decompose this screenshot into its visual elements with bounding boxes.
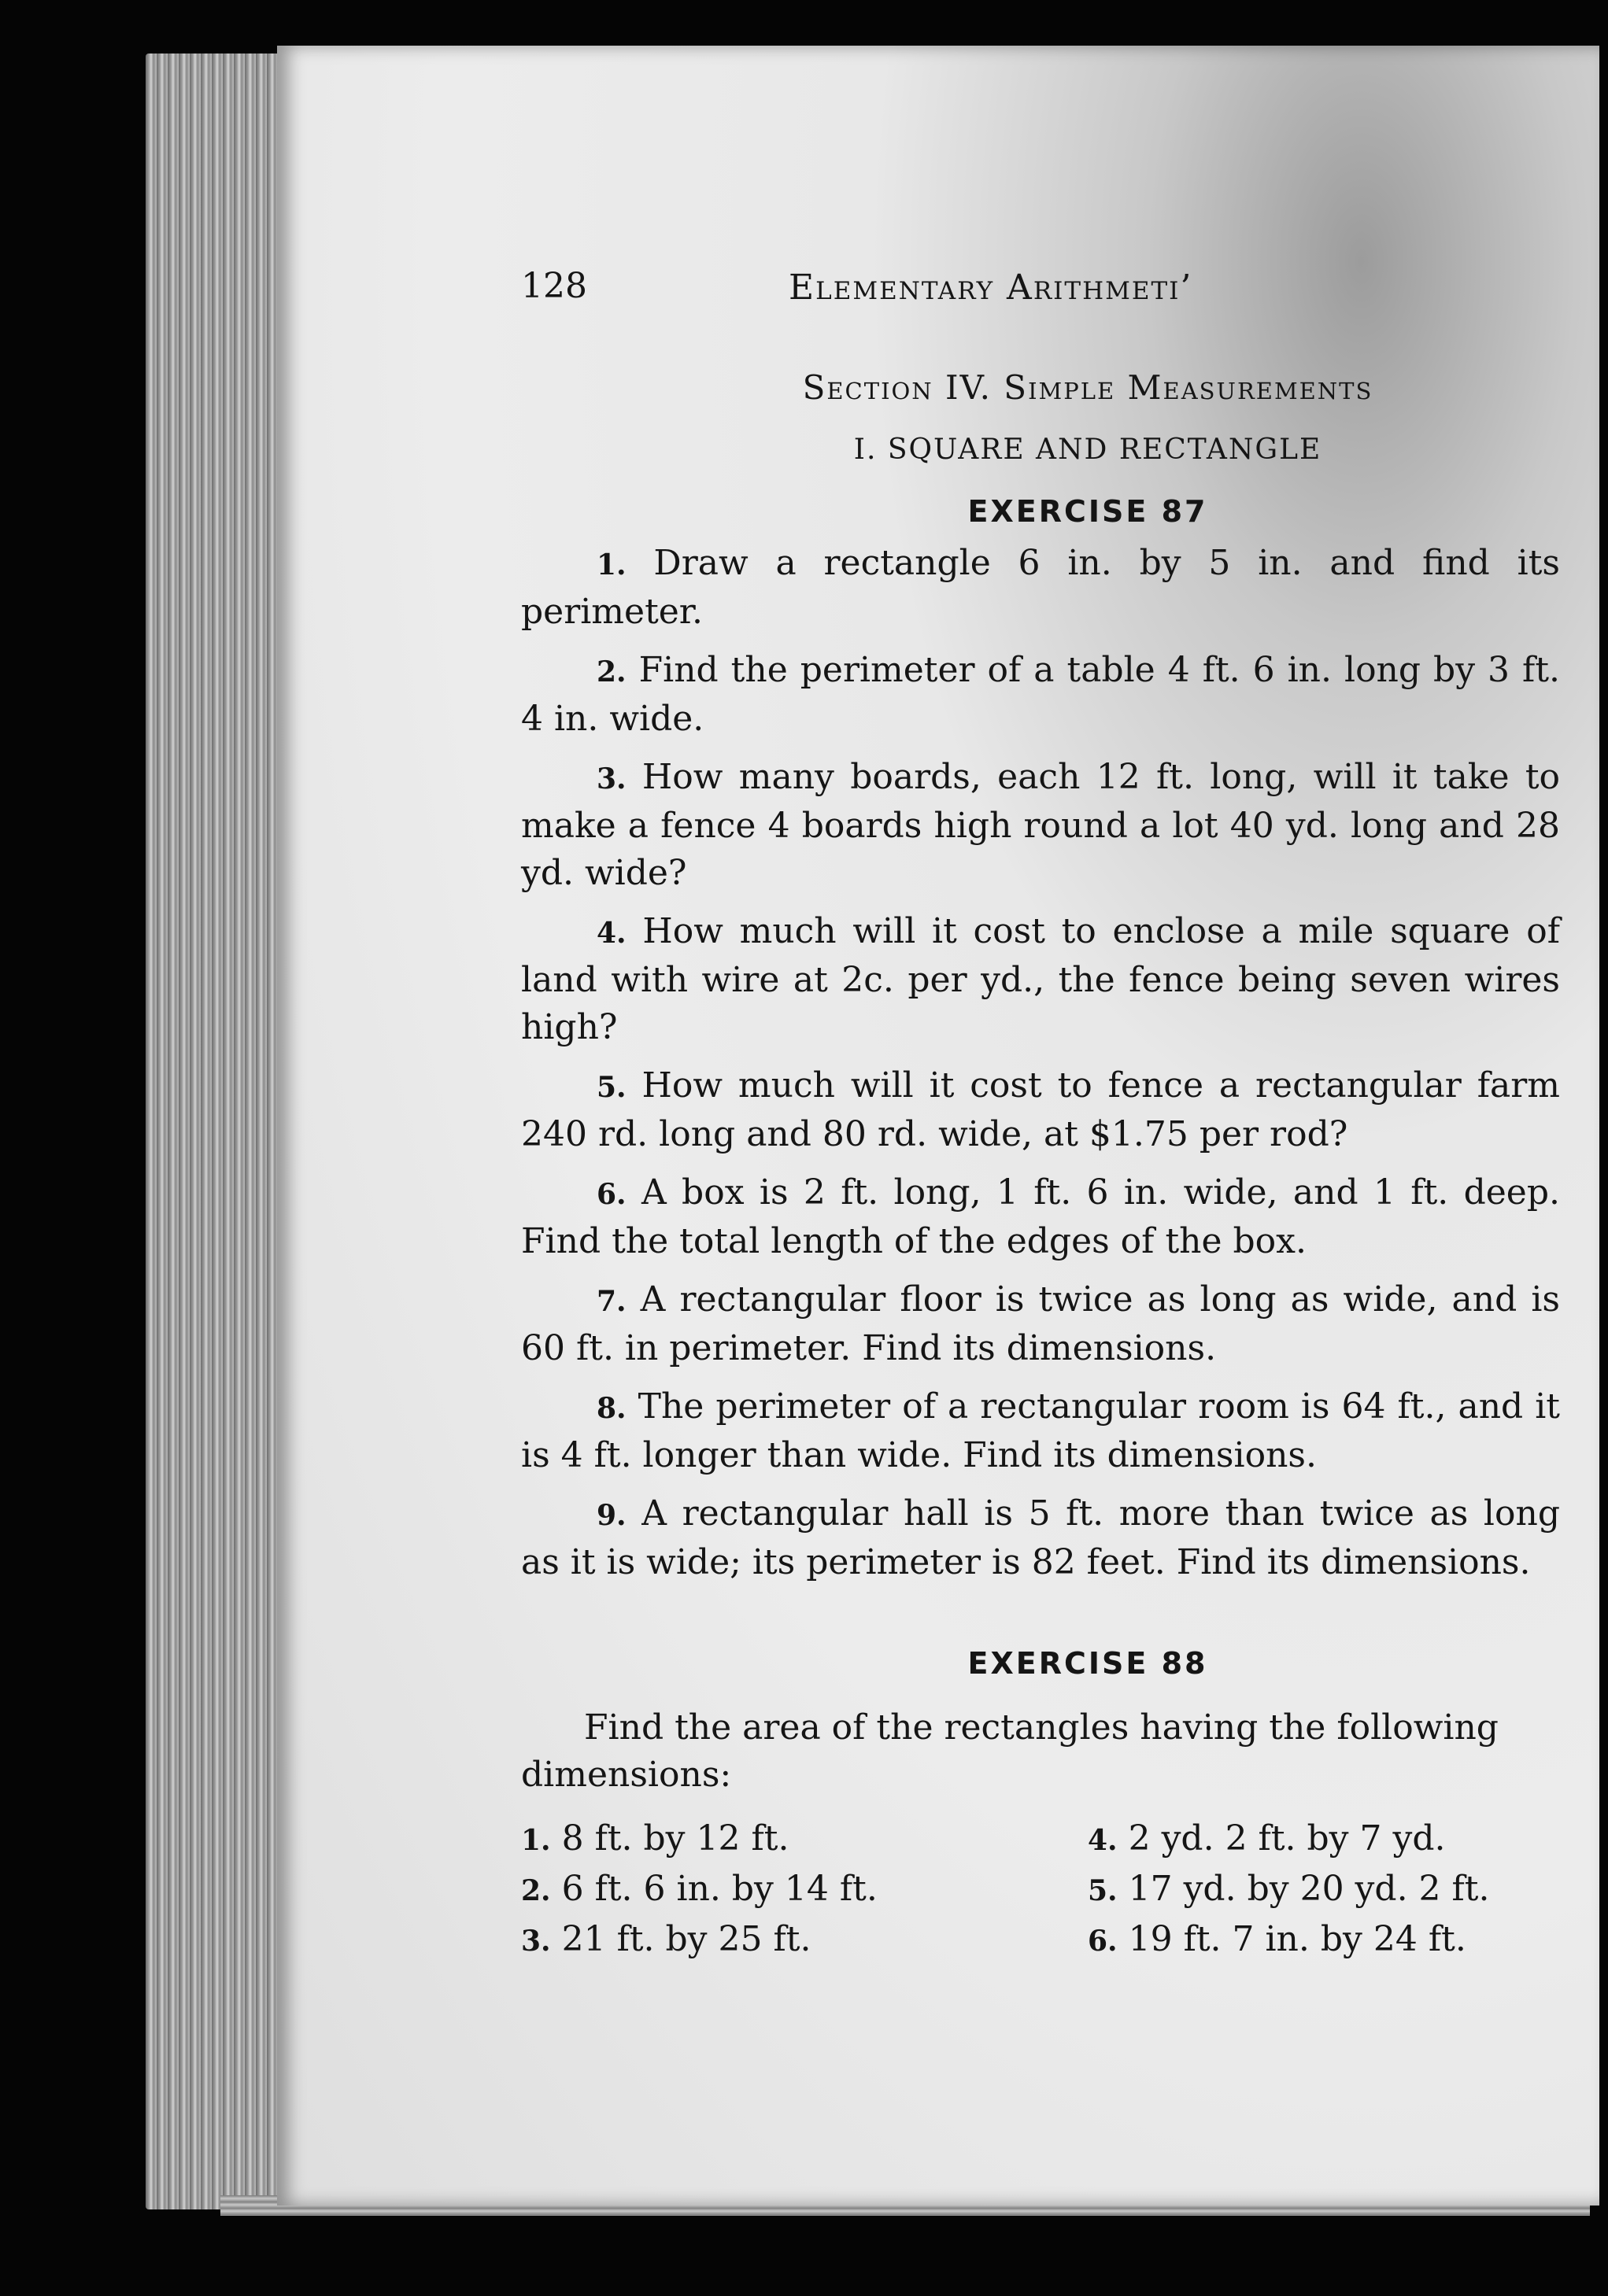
subsection-title: I. SQUARE AND RECTANGLE: [853, 434, 1322, 466]
problem-text: A rectangular hall is 5 ft. more than twice as long as it is wide; its perimeter is 82 feet. Find its dimensions.: [521, 1493, 1560, 1582]
problem-number: 9.: [597, 1499, 627, 1532]
problem-1: [521, 540, 1560, 636]
section-title: Section IV. Simple Measurements: [802, 368, 1373, 407]
problem-number: 2.: [597, 655, 627, 688]
problem-text: A rectangular floor is twice as long as wide, and is 60 ft. in perimeter. Find its dimensions.: [521, 1279, 1560, 1368]
problem-2: [521, 647, 1560, 743]
dimension-item: [521, 1814, 1088, 1865]
item-text: 17 yd. by 20 yd. 2 ft.: [1128, 1869, 1490, 1909]
running-head: Elementary Arithmeti’: [789, 268, 1193, 308]
dimensions-list: [521, 1814, 1560, 1966]
exercise-87-title: EXERCISE 87: [967, 494, 1208, 529]
exercise-88-intro: Find the area of the rectangles having the following dimensions:: [521, 1707, 1499, 1795]
item-text: 19 ft. 7 in. by 24 ft.: [1128, 1919, 1466, 1959]
item-number: 3.: [521, 1925, 551, 1958]
problem-8: [521, 1383, 1560, 1479]
problem-text: Find the perimeter of a table 4 ft. 6 in. long by 3 ft. 4 in. wide.: [521, 650, 1560, 739]
page-content: [521, 266, 1560, 1966]
problem-5: [521, 1062, 1560, 1158]
problem-7: [521, 1276, 1560, 1372]
problem-number: 6.: [597, 1178, 627, 1211]
item-text: 8 ft. by 12 ft.: [561, 1818, 789, 1859]
problem-number: 8.: [597, 1392, 627, 1425]
problem-text: How much will it cost to fence a rectangular farm 240 rd. long and 80 rd. wide, at $1.75 per rod?: [521, 1065, 1560, 1154]
spacer: [521, 1586, 1560, 1618]
dimension-item: [1088, 1814, 1560, 1865]
problem-text: The perimeter of a rectangular room is 64 ft., and it is 4 ft. longer than wide. Find its dimensions.: [521, 1386, 1560, 1475]
problem-number: 1.: [597, 548, 627, 581]
problem-number: 3.: [597, 762, 627, 795]
problem-4: [521, 908, 1560, 1051]
item-number: 1.: [521, 1824, 551, 1857]
item-number: 6.: [1088, 1925, 1118, 1958]
item-text: 21 ft. by 25 ft.: [561, 1919, 811, 1959]
problem-number: 5.: [597, 1071, 627, 1104]
problem-number: 4.: [597, 917, 627, 950]
book-page: [277, 46, 1599, 2206]
problem-text: How much will it cost to enclose a mile square of land with wire at 2c. per yd., the fence being seven wires high?: [521, 911, 1560, 1047]
problem-6: [521, 1169, 1560, 1265]
page-header: [521, 266, 1560, 321]
problem-3: [521, 754, 1560, 897]
dimension-item: [1088, 1915, 1560, 1966]
item-text: 6 ft. 6 in. by 14 ft.: [561, 1869, 878, 1909]
item-number: 5.: [1088, 1874, 1118, 1907]
page-number: 128: [521, 266, 587, 306]
problem-9: [521, 1490, 1560, 1586]
exercise-88-title: EXERCISE 88: [967, 1646, 1208, 1681]
problem-number: 7.: [597, 1285, 627, 1318]
item-number: 2.: [521, 1874, 551, 1907]
problem-text: Draw a rectangle 6 in. by 5 in. and find its perimeter.: [521, 543, 1560, 632]
problem-text: A box is 2 ft. long, 1 ft. 6 in. wide, and 1 ft. deep. Find the total length of the edges of the box.: [521, 1172, 1560, 1261]
dimension-item: [521, 1915, 1088, 1966]
item-number: 4.: [1088, 1824, 1118, 1857]
dimension-item: [521, 1865, 1088, 1915]
problem-text: How many boards, each 12 ft. long, will it take to make a fence 4 boards high round a lot 40 yd. long and 28 yd. wide?: [521, 757, 1560, 893]
item-text: 2 yd. 2 ft. by 7 yd.: [1128, 1818, 1446, 1859]
dimension-item: [1088, 1865, 1560, 1915]
